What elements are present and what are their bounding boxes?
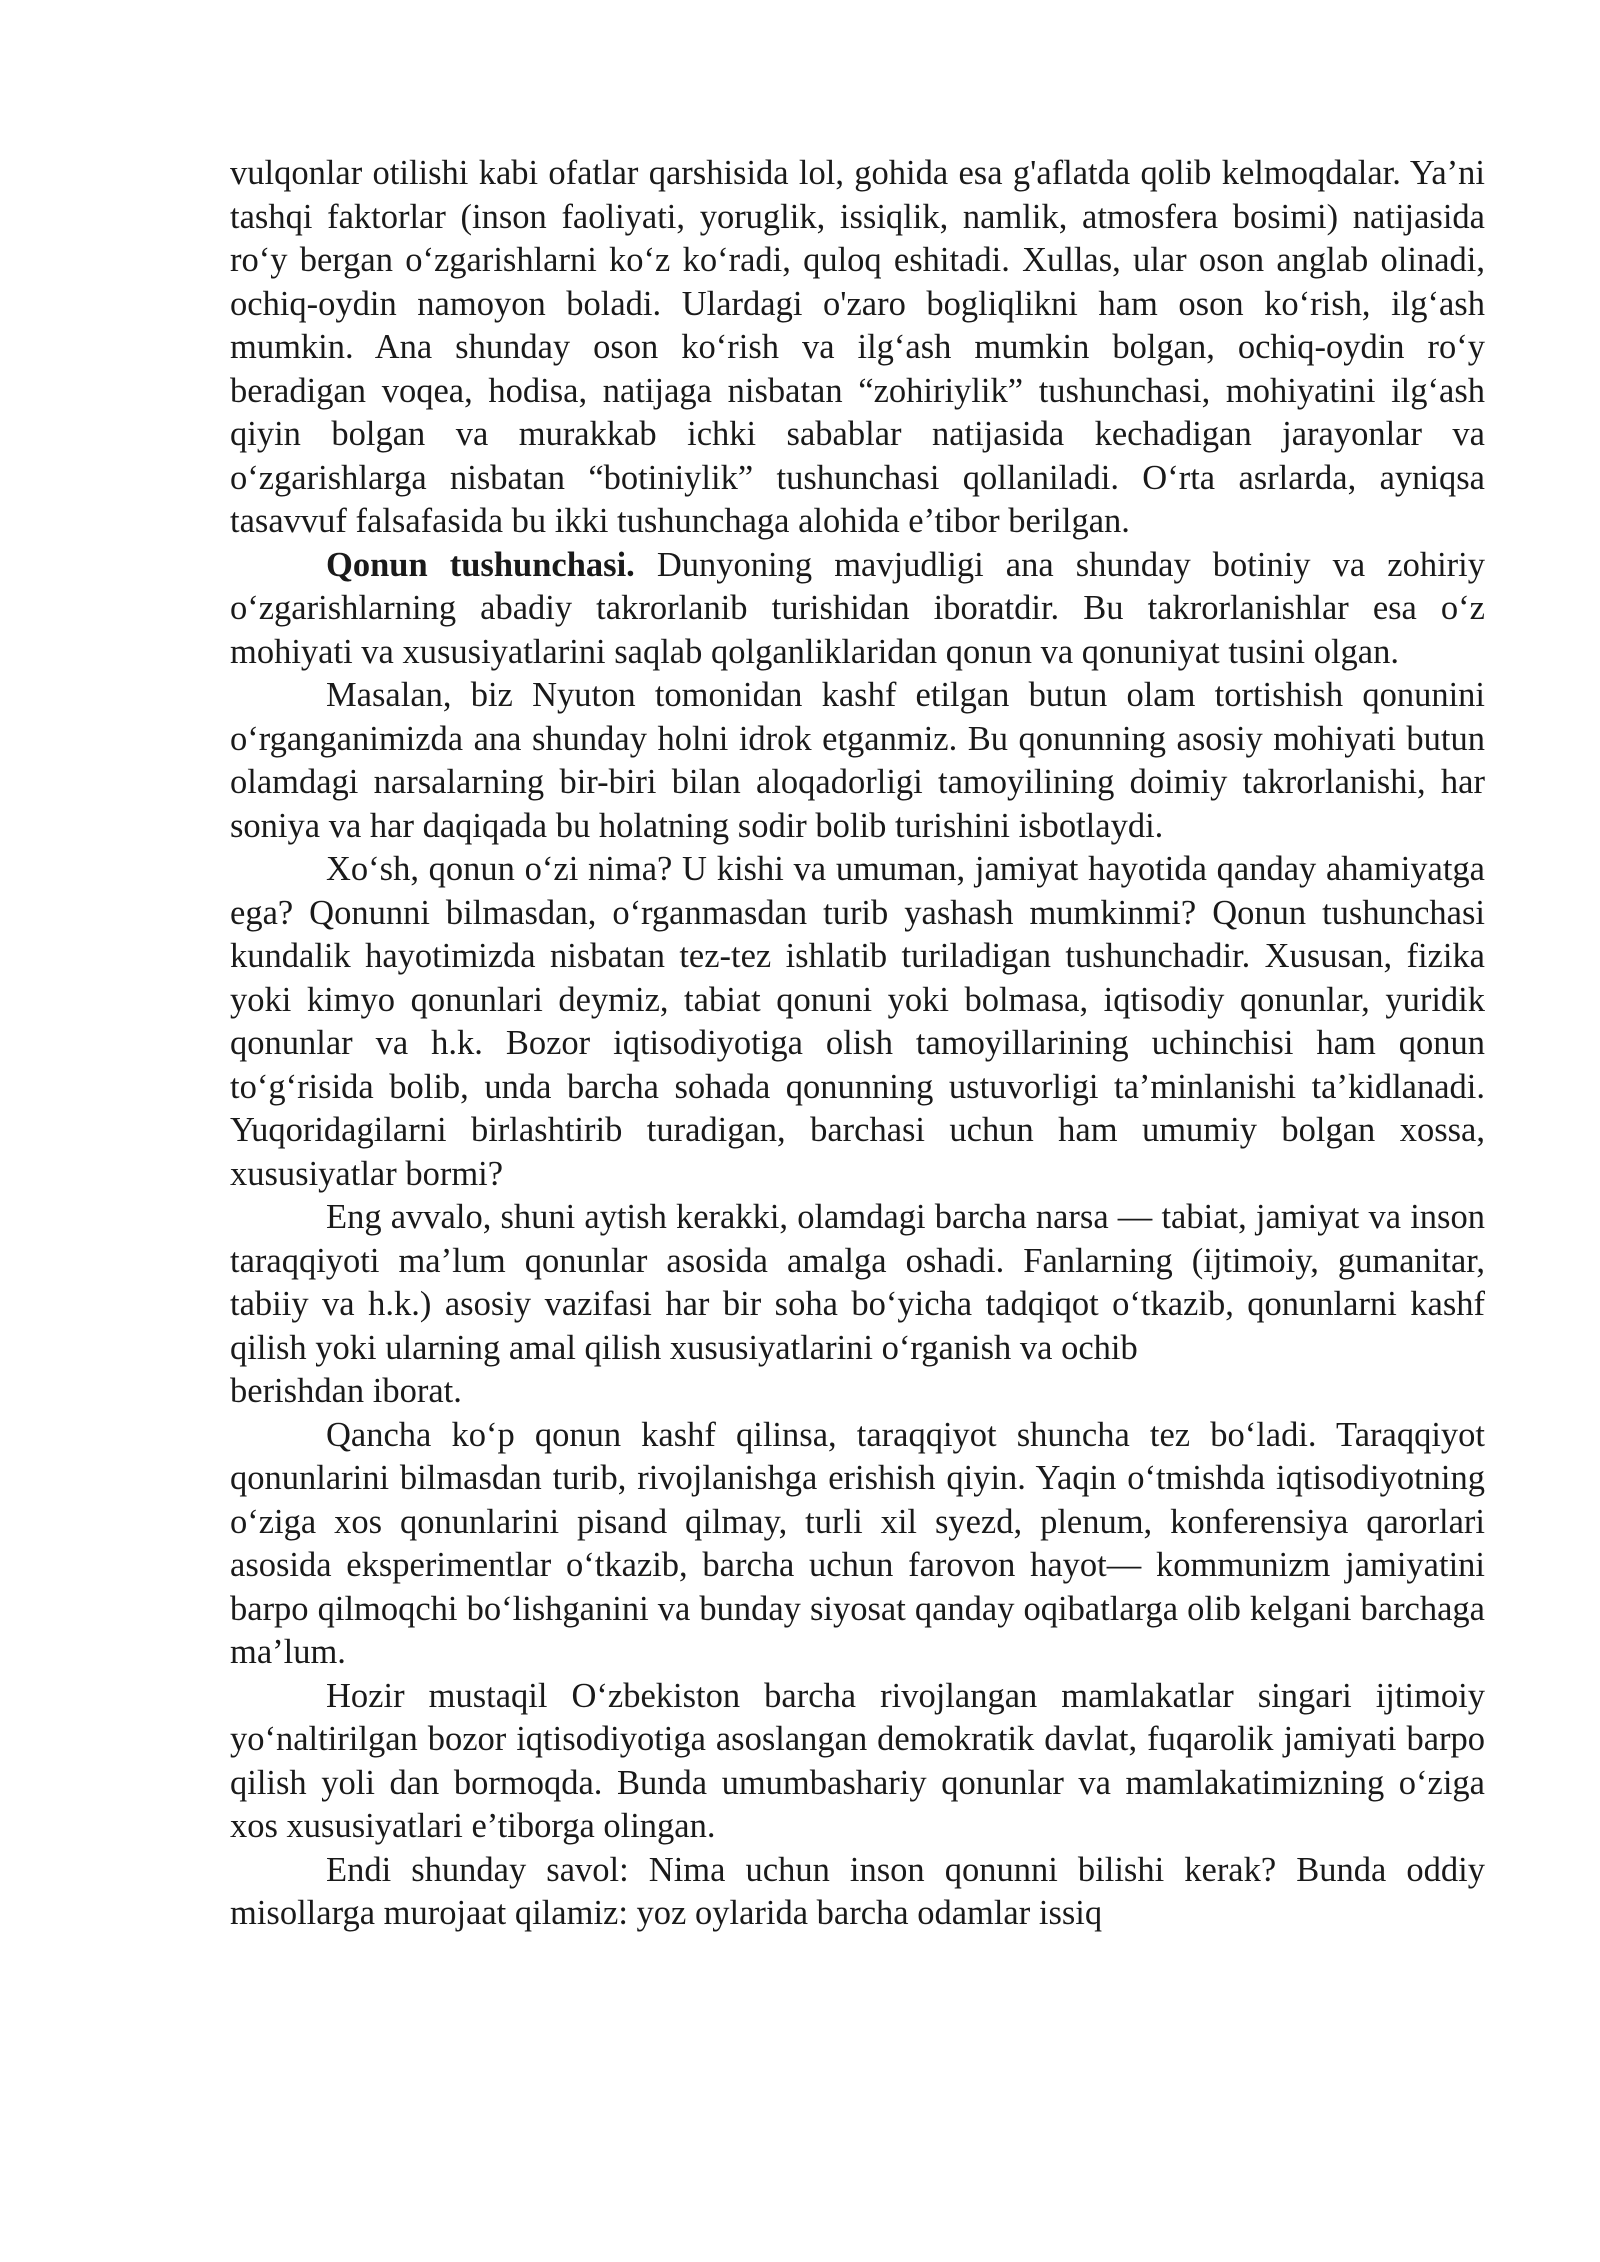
paragraph-3: [230, 674, 1485, 848]
paragraph-text: Endi shunday savol: Nima uchun inson qonunni bilishi kerak? Bunda oddiy misollarga murojaat qilamiz: yoz oylarida barcha odamlar issiq: [230, 1850, 1485, 1932]
paragraph-text: Xo‘sh, qonun o‘zi nima? U kishi va umuman, jamiyat hayotida qanday ahamiyatga ega? Qonunni bilmasdan, o‘rganmasdan turib yashash mumkinmi? Qonun tushunchasi kundalik hayotimizda nisbatan tez-tez ishlatib turiladigan tushunchadir. Xususan, fizika yoki kimyo qonunlari deymiz, tabiat qonuni yoki bolmasa, iqtisodiy qonunlar, yuridik qonunlar va h.k. Bozor iqtisodiyotiga olish tamoyillarining uchinchisi ham qonun to‘g‘risida bolib, unda barcha sohada qonunning ustuvorligi ta’minlanishi ta’kidlanadi. Yuqoridagilarni birlashtirib turadigan, barchasi uchun ham umumiy bolgan xossa, xususiyatlar bormi?: [230, 850, 1485, 1193]
paragraph-text: Qancha ko‘p qonun kashf qilinsa, taraqqiyot shuncha tez bo‘ladi. Taraqqiyot qonunlarini bilmasdan turib, rivojlanishga erishish qiyin. Yaqin o‘tmishda iqtisodiyotning o‘ziga xos qonunlarini pisand qilmay, turli xil syezd, plenum, konferensiya qarorlari asosida eksperimentlar o‘tkazib, barcha uchun farovon hayot— kommunizm jamiyatini barpo qilmoqchi bo‘lishganini va bunday siyosat qanday oqibatlarga olib kelgani barchaga ma’lum.: [230, 1415, 1485, 1671]
paragraph-8: [230, 1849, 1485, 1936]
paragraph-text: Masalan, biz Nyuton tomonidan kashf etilgan butun olam tortishish qonunini o‘rganganimizda ana shunday holni idrok etganmiz. Bu qonunning asosiy mohiyati butun olamdagi narsalarning bir-biri bilan aloqadorligi tamoyilining doimiy takrorlanishi, har soniya va har daqiqada bu holatning sodir bolib turishini isbotlaydi.: [230, 676, 1485, 845]
paragraph-text: vulqonlar otilishi kabi ofatlar qarshisida lol, gohida esa g'aflatda qolib kelmoqdalar. Ya’ni tashqi faktorlar (inson faoliyati, yoruglik, issiqlik, namlik, atmosfera bosimi) natijasida ro‘y bergan o‘zgarishlarni ko‘z ko‘radi, quloq eshitadi. Xullas, ular oson anglab olinadi, ochiq-oydin namoyon boladi. Ulardagi o'zaro bogliqlikni ham oson ko‘rish, ilg‘ash mumkin. Ana shunday oson ko‘rish va ilg‘ash mumkin bolgan, ochiq-oydin ro‘y beradigan voqea, hodisa, natijaga nisbatan “zohiriylik” tushunchasi, mohiyatini ilg‘ash qiyin bolgan va murakkab ichki sabablar natijasida kechadigan jarayonlar va o‘zgarishlarga nisbatan “botiniylik” tushunchasi qollaniladi. O‘rta asrlarda, ayniqsa tasavvuf falsafasida bu ikki tushunchaga alohida e’tibor berilgan.: [230, 154, 1485, 540]
paragraph-5-continuation: [230, 1370, 1485, 1414]
paragraph-text: Hozir mustaqil O‘zbekiston barcha rivojlangan mamlakatlar singari ijtimoiy yo‘naltirilgan bozor iqtisodiyotiga asoslangan demokratik davlat, fuqarolik jamiyati barpo qilish yoli dan bormoqda. Bunda umumbashariy qonunlar va mamlakatimizning o‘ziga xos xususiyatlari e’tiborga olingan.: [230, 1676, 1485, 1845]
paragraph-2: [230, 544, 1485, 675]
paragraph-7: [230, 1675, 1485, 1849]
paragraph-text: berishdan iborat.: [230, 1372, 462, 1410]
paragraph-text: Eng avvalo, shuni aytish kerakki, olamdagi barcha narsa — tabiat, jamiyat va inson taraqqiyoti ma’lum qonunlar asosida amalga oshadi. Fanlarning (ijtimoiy, gumanitar, tabiiy va h.k.) asosiy vazifasi har bir soha bo‘yicha tadqiqot o‘tkazib, qonunlarni kashf qilish yoki ularning amal qilish xususiyatlarini o‘rganish va ochib: [230, 1198, 1485, 1367]
paragraph-text: Dunyoning mavjudligi ana shunday botiniy va zohiriy o‘zgarishlarning abadiy takrorlanib turishidan iboratdir. Bu takrorlanishlar esa o‘z mohiyati va xususiyatlarini saqlab qolganliklaridan qonun va qonuniyat tusini olgan.: [230, 545, 1485, 671]
section-heading: Qonun tushunchasi.: [326, 545, 635, 584]
paragraph-5: [230, 1196, 1485, 1370]
paragraph-1: [230, 152, 1485, 544]
paragraph-4: [230, 848, 1485, 1196]
paragraph-6: [230, 1414, 1485, 1675]
